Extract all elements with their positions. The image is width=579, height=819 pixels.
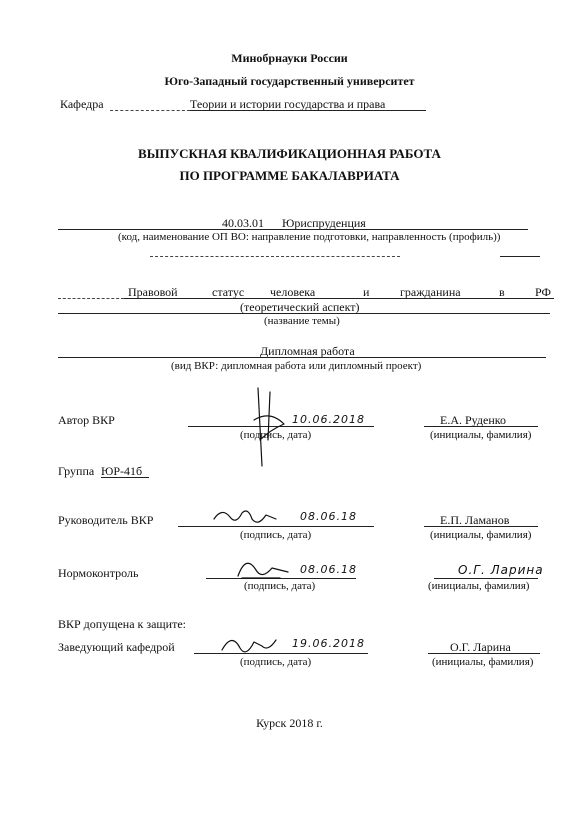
topic-underline-1 (124, 298, 554, 299)
normcontrol-name: О.Г. Ларина (458, 563, 544, 577)
department-name: Теории и истории государства и права (190, 97, 386, 111)
supervisor-sign-caption: (подпись, дата) (240, 529, 312, 541)
author-name-caption: (инициалы, фамилия) (430, 429, 532, 441)
university-name: Юго-Западный государственный университет (164, 74, 415, 88)
topic-word-6: в (499, 285, 505, 299)
work-type-underline (58, 357, 546, 358)
work-type-caption: (вид ВКР: дипломная работа или дипломный проект) (171, 360, 422, 372)
supervisor-name: Е.П. Ламанов (440, 513, 510, 527)
document-title-line1: ВЫПУСКНАЯ КВАЛИФИКАЦИОННАЯ РАБОТА (138, 146, 441, 161)
topic-word-1: Правовой (128, 285, 178, 299)
program-dashed-line (150, 256, 400, 257)
department-label: Кафедра (60, 97, 104, 111)
department-underline (190, 110, 426, 111)
topic-word-4: и (363, 285, 370, 299)
normcontrol-sign-caption: (подпись, дата) (244, 580, 316, 592)
head-name-line (428, 653, 540, 654)
head-name: О.Г. Ларина (450, 640, 511, 654)
topic-line2: (теоретический аспект) (240, 300, 360, 314)
ministry-name: Минобрнауки России (231, 51, 348, 65)
topic-word-7: РФ (535, 285, 551, 299)
department-leader-line (110, 110, 190, 111)
group-value: ЮР-41б (101, 464, 143, 478)
work-type-value: Дипломная работа (260, 344, 355, 358)
program-underline (58, 229, 528, 230)
author-signature-mark (240, 380, 300, 470)
topic-word-2: статус (212, 285, 245, 299)
program-caption: (код, наименование ОП ВО: направление подготовки, направленность (профиль)) (118, 231, 501, 243)
city-year: Курск 2018 г. (256, 716, 323, 730)
topic-caption: (название темы) (264, 315, 340, 327)
supervisor-label: Руководитель ВКР (58, 513, 154, 527)
topic-leader-line (58, 298, 124, 299)
head-sign-caption: (подпись, дата) (240, 656, 312, 668)
author-name-line (424, 426, 538, 427)
document-title-line2: ПО ПРОГРАММЕ БАКАЛАВРИАТА (179, 168, 400, 183)
author-name: Е.А. Руденко (440, 413, 506, 427)
program-short-line (500, 256, 540, 257)
supervisor-sign-date: 08.06.18 (300, 510, 357, 523)
author-label: Автор ВКР (58, 413, 115, 427)
supervisor-name-line (424, 526, 538, 527)
program-code: 40.03.01 (222, 216, 264, 230)
group-underline (101, 477, 149, 478)
head-sign-date: 19.06.2018 (292, 637, 365, 650)
group-label: Группа (58, 464, 95, 478)
topic-word-3: человека (270, 285, 316, 299)
topic-word-5: гражданина (400, 285, 461, 299)
normcontrol-name-caption: (инициалы, фамилия) (428, 580, 530, 592)
normcontrol-sign-date: 08.06.18 (300, 563, 357, 576)
head-name-caption: (инициалы, фамилия) (432, 656, 534, 668)
normcontrol-name-line (434, 578, 538, 579)
supervisor-name-caption: (инициалы, фамилия) (430, 529, 532, 541)
admitted-label: ВКР допущена к защите: (58, 617, 186, 631)
supervisor-signature-mark (210, 505, 280, 529)
head-label: Заведующий кафедрой (58, 640, 175, 654)
normcontrol-label: Нормоконтроль (58, 566, 139, 580)
topic-underline-2 (58, 313, 550, 314)
author-sign-caption: (подпись, дата) (240, 429, 312, 441)
author-sign-date: 10.06.2018 (292, 413, 365, 426)
program-name: Юриспруденция (282, 216, 366, 230)
